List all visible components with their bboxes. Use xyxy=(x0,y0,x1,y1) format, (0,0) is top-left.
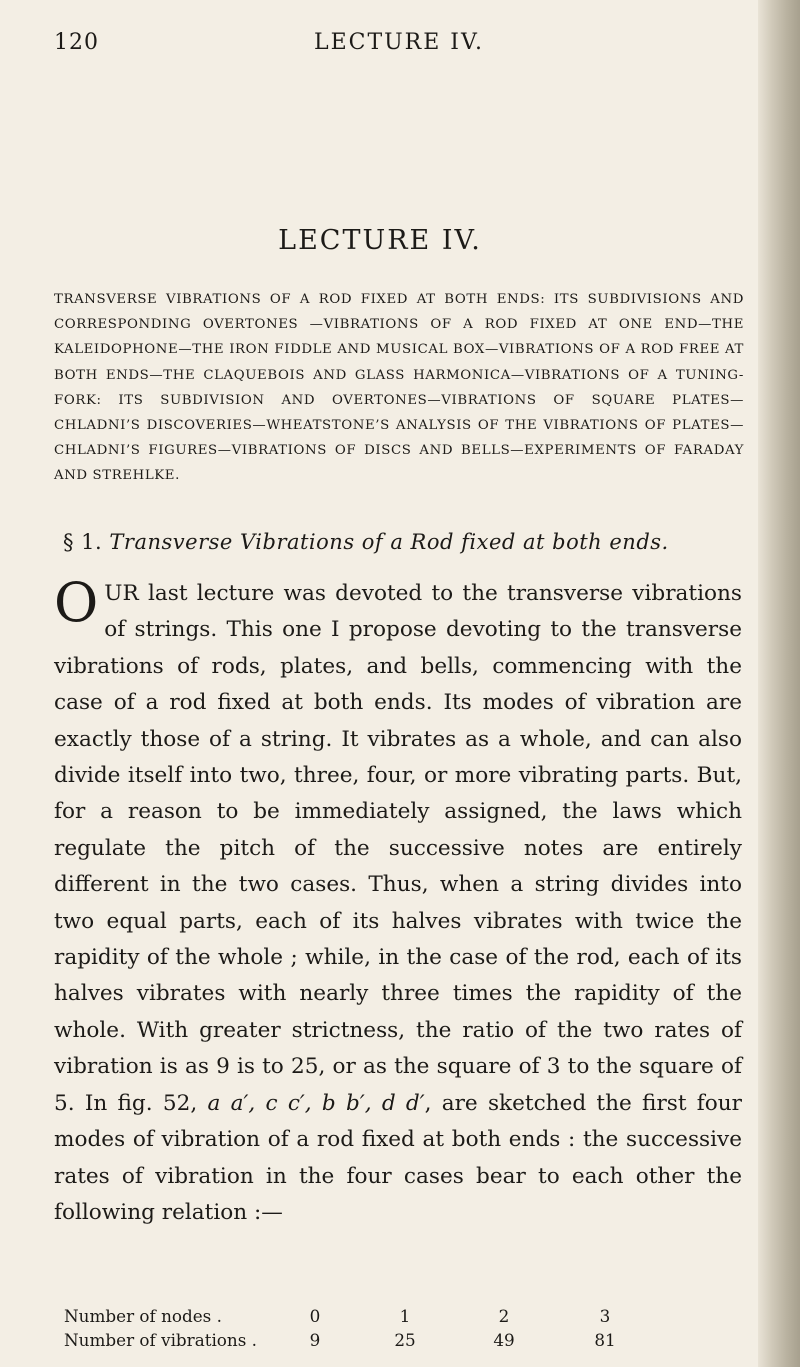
running-header xyxy=(54,30,744,60)
lecture-title: LECTURE IV. xyxy=(278,225,482,256)
table-row xyxy=(54,1304,744,1328)
drop-cap: O xyxy=(54,571,99,634)
page-edge-shadow xyxy=(758,0,800,1367)
table-cell: 3 xyxy=(599,1306,611,1326)
row-label: Number of nodes . xyxy=(64,1306,222,1326)
running-title: LECTURE IV. xyxy=(313,30,485,55)
table-cell: 2 xyxy=(498,1306,510,1326)
body-paragraph xyxy=(54,571,742,1231)
section-heading xyxy=(63,530,753,554)
table-cell: 9 xyxy=(309,1330,321,1350)
row-label: Number of vibrations . xyxy=(64,1330,258,1350)
paragraph-text-1: UR last lecture was devoted to the transverse vibrations of strings. This one I propose devoting to the transverse vibrations of rods, plates, and bells, commencing with the case of a rod fixed at both ends. Its modes of vibration are exactly those of a string. It vibrates as a whole, and can also divide itself into two, three, four, or more vibrating parts. But, for a reason to be immediately assigned, the laws which regulate the pitch of the successive notes are entirely different in the two cases. Thus, when a string divides into two equal parts, each of its halves vibrates with twice the rapidity of the whole ; while, in the case of the rod, each of its halves vibrates with nearly three times the rapidity of the whole. With greater strictness, the ratio of the two rates of vibration is as 9 is to 25, or as the square of 3 to the square of 5. In fig. 52, xyxy=(54,581,742,1116)
page-number: 120 xyxy=(54,30,99,55)
table-cell: 1 xyxy=(399,1306,411,1326)
table-cell: 49 xyxy=(493,1330,515,1350)
section-title: Transverse Vibrations of a Rod fixed at both ends. xyxy=(109,530,669,554)
table-cell: 0 xyxy=(309,1306,321,1326)
paragraph-text-2: , are sketched the first four modes of vibration of a rod fixed at both ends : the successive rates of vibration in the four cases bear to each other the following relation :— xyxy=(54,1090,742,1225)
table-cell: 81 xyxy=(594,1330,616,1350)
table-row xyxy=(54,1328,744,1352)
table-cell: 25 xyxy=(394,1330,416,1350)
figure-labels: a a′, c c′, b b′, d d′ xyxy=(207,1090,425,1116)
nodes-vibrations-table xyxy=(54,1304,744,1352)
section-number: § 1. xyxy=(63,530,103,554)
lecture-synopsis: TRANSVERSE VIBRATIONS OF A ROD FIXED AT BOTH ENDS: ITS SUBDIVISIONS AND CORRESPONDING OVERTONES —VIBRATIONS OF A ROD FIXED AT ONE END—THE KALEIDOPHONE—THE IRON FIDDLE AND MUSICAL BOX—VIBRATIONS OF A ROD FREE AT BOTH ENDS—THE CLAQUEBOIS AND GLASS HARMONICA—VIBRATIONS OF A TUNING-FORK: ITS SUBDIVISION AND OVERTONES—VIBRATIONS OF SQUARE PLATES—CHLADNI’S DISCOVERIES—WHEATSTONE’S ANALYSIS OF THE VIBRATIONS OF PLATES—CHLADNI’S FIGURES—VIBRATIONS OF DISCS AND BELLS—EXPERIMENTS OF FARADAY AND STREHLKE. xyxy=(54,292,744,484)
